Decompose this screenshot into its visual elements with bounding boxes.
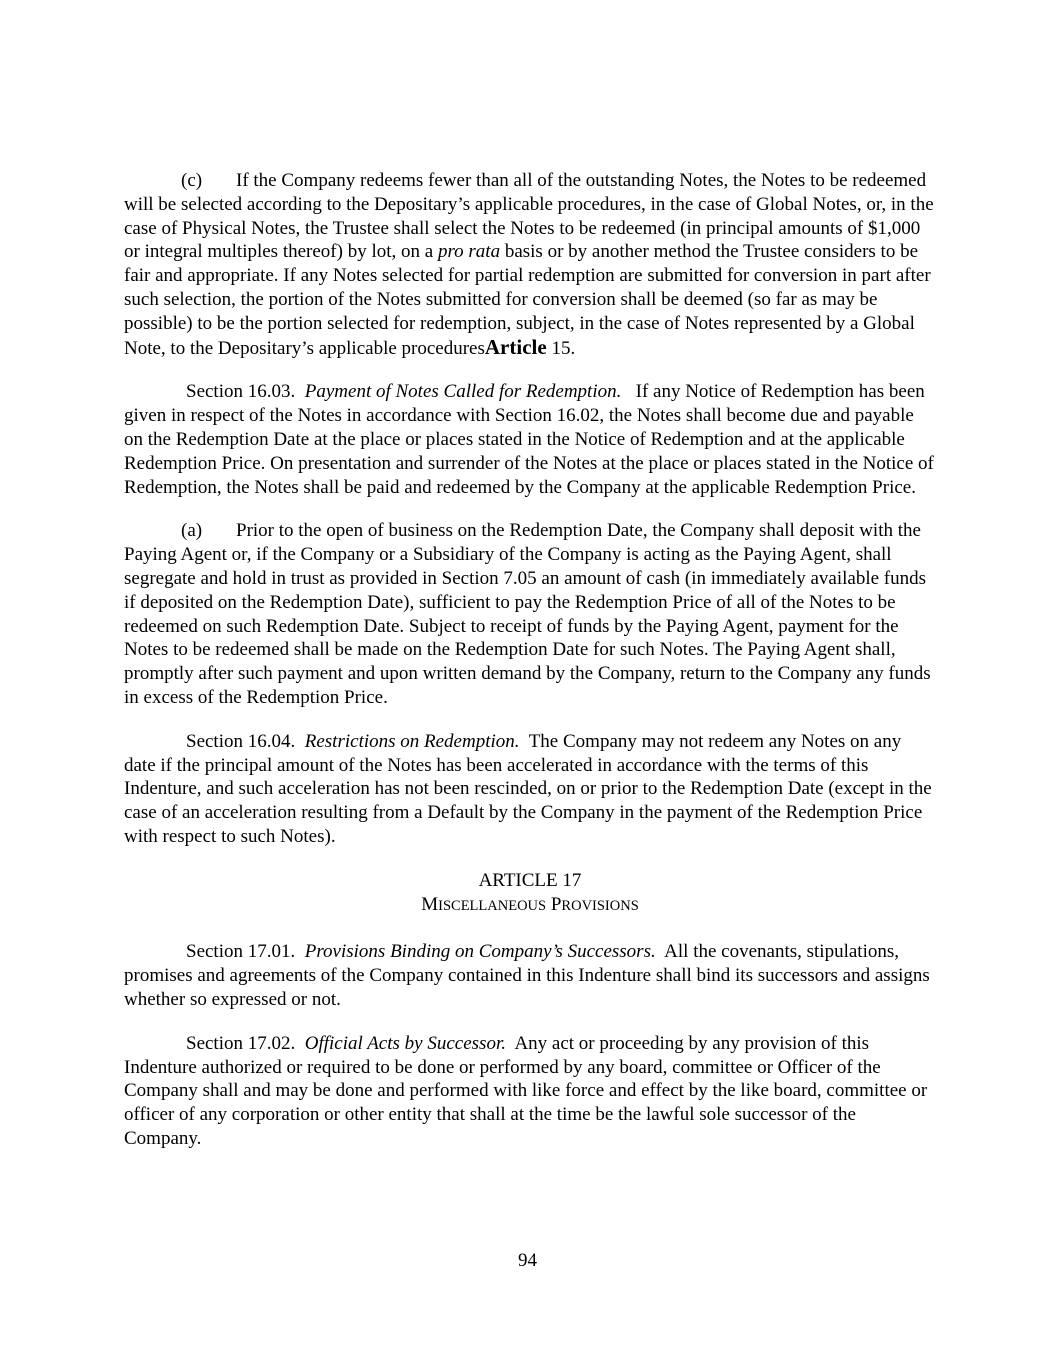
section-text: The Company may not redeem any Notes on any date if the principal amount of the Notes has been accelerated in accordance with the terms of this Indenture, and such acceleration has not been rescinded, on or prior to the Redemption Date (except in the case of an acceleration resulting from a Default by the Company in the payment of the Redemption Price with respect to such Notes). [124,730,932,847]
page-number: 94 [518,1250,537,1271]
section-16-04 [124,730,936,849]
section-number: Section 16.03. [186,381,296,403]
section-title: Official Acts by Successor. [304,1032,506,1054]
section-number: Section 17.01. [186,941,296,963]
section-17-01 [124,940,936,1011]
section-title: Provisions Binding on Company’s Successors. [304,941,656,963]
section-text: Any act or proceeding by any provision of this Indenture authorized or required to be done or performed by any board, committee or Officer of the Company shall and may be done and performed with like force and effect by the like board, committee or officer of any corporation or other entity that shall at the time be the lawful sole successor of the Company. [124,1032,928,1149]
paragraph-italic-term: pro rata [437,241,501,263]
paragraph-text-continued: basis or by another method the Trustee considers to be fair and appropriate. If any Notes selected for partial redemption are submitted for conversion in part after such selection, the portion of the Notes submitted for conversion shall be deemed (so far as may be possible) to be the portion selected for redemption, subject, in the case of Notes represented by a Global Note, to the Depositary’s applicable procedures [124,241,931,359]
paragraph-tail: 15. [546,337,576,359]
paragraph-text: Prior to the open of business on the Redemption Date, the Company shall deposit with the Paying Agent or, if the Company or a Subsidiary of the Company is acting as the Paying Agent, shall segregate and hold in trust as provided in Section 7.05 an amount of cash (in immediately available funds if deposited on the Redemption Date), sufficient to pay the Redemption Price of all of the Notes to be redeemed on such Redemption Date. Subject to receipt of funds by the Paying Agent, payment for the Notes to be redeemed shall be made on the Redemption Date for such Notes. The Paying Agent shall, promptly after such payment and upon written demand by the Company, return to the Company any funds in excess of the Redemption Price. [124,520,931,708]
article-title: MISCELLANEOUS PROVISIONS [421,893,639,915]
document-body [124,169,936,1171]
paragraph-label: (c) [181,170,203,191]
section-title: Restrictions on Redemption. [304,730,520,752]
section-17-02 [124,1032,936,1151]
paragraph-text: If the Company redeems fewer than all of the outstanding Notes, the Notes to be redeemed will be selected according to the Depositary’s applicable procedures, in the case of Global Notes, or, in the case of Physical Notes, the Trustee shall select the Notes to be redeemed (in principal amounts of $1,000 or integral multiples thereof) by lot, on a [124,170,934,263]
section-number: Section 16.04. [186,730,296,752]
article-heading: ARTICLE 17 [478,869,582,891]
section-text: All the covenants, stipulations, promises and agreements of the Company contained in this Indenture shall bind its successors and assigns whether so expressed or not. [124,941,930,1010]
section-16-03 [124,380,936,499]
section-text: If any Notice of Redemption has been given in respect of the Notes in accordance with Section 16.02, the Notes shall become due and payable on the Redemption Date at the place or places stated in the Notice of Redemption and at the applicable Redemption Price. On presentation and surrender of the Notes at the place or places stated in the Notice of Redemption, the Notes shall be paid and redeemed by the Company at the applicable Redemption Price. [124,381,934,498]
paragraph-c [124,169,936,360]
paragraph-a [124,519,936,709]
paragraph-bold-fragment: Article [484,334,547,359]
paragraph-label: (a) [181,520,203,542]
section-title: Payment of Notes Called for Redemption. [304,381,622,403]
section-number: Section 17.02. [186,1032,296,1054]
